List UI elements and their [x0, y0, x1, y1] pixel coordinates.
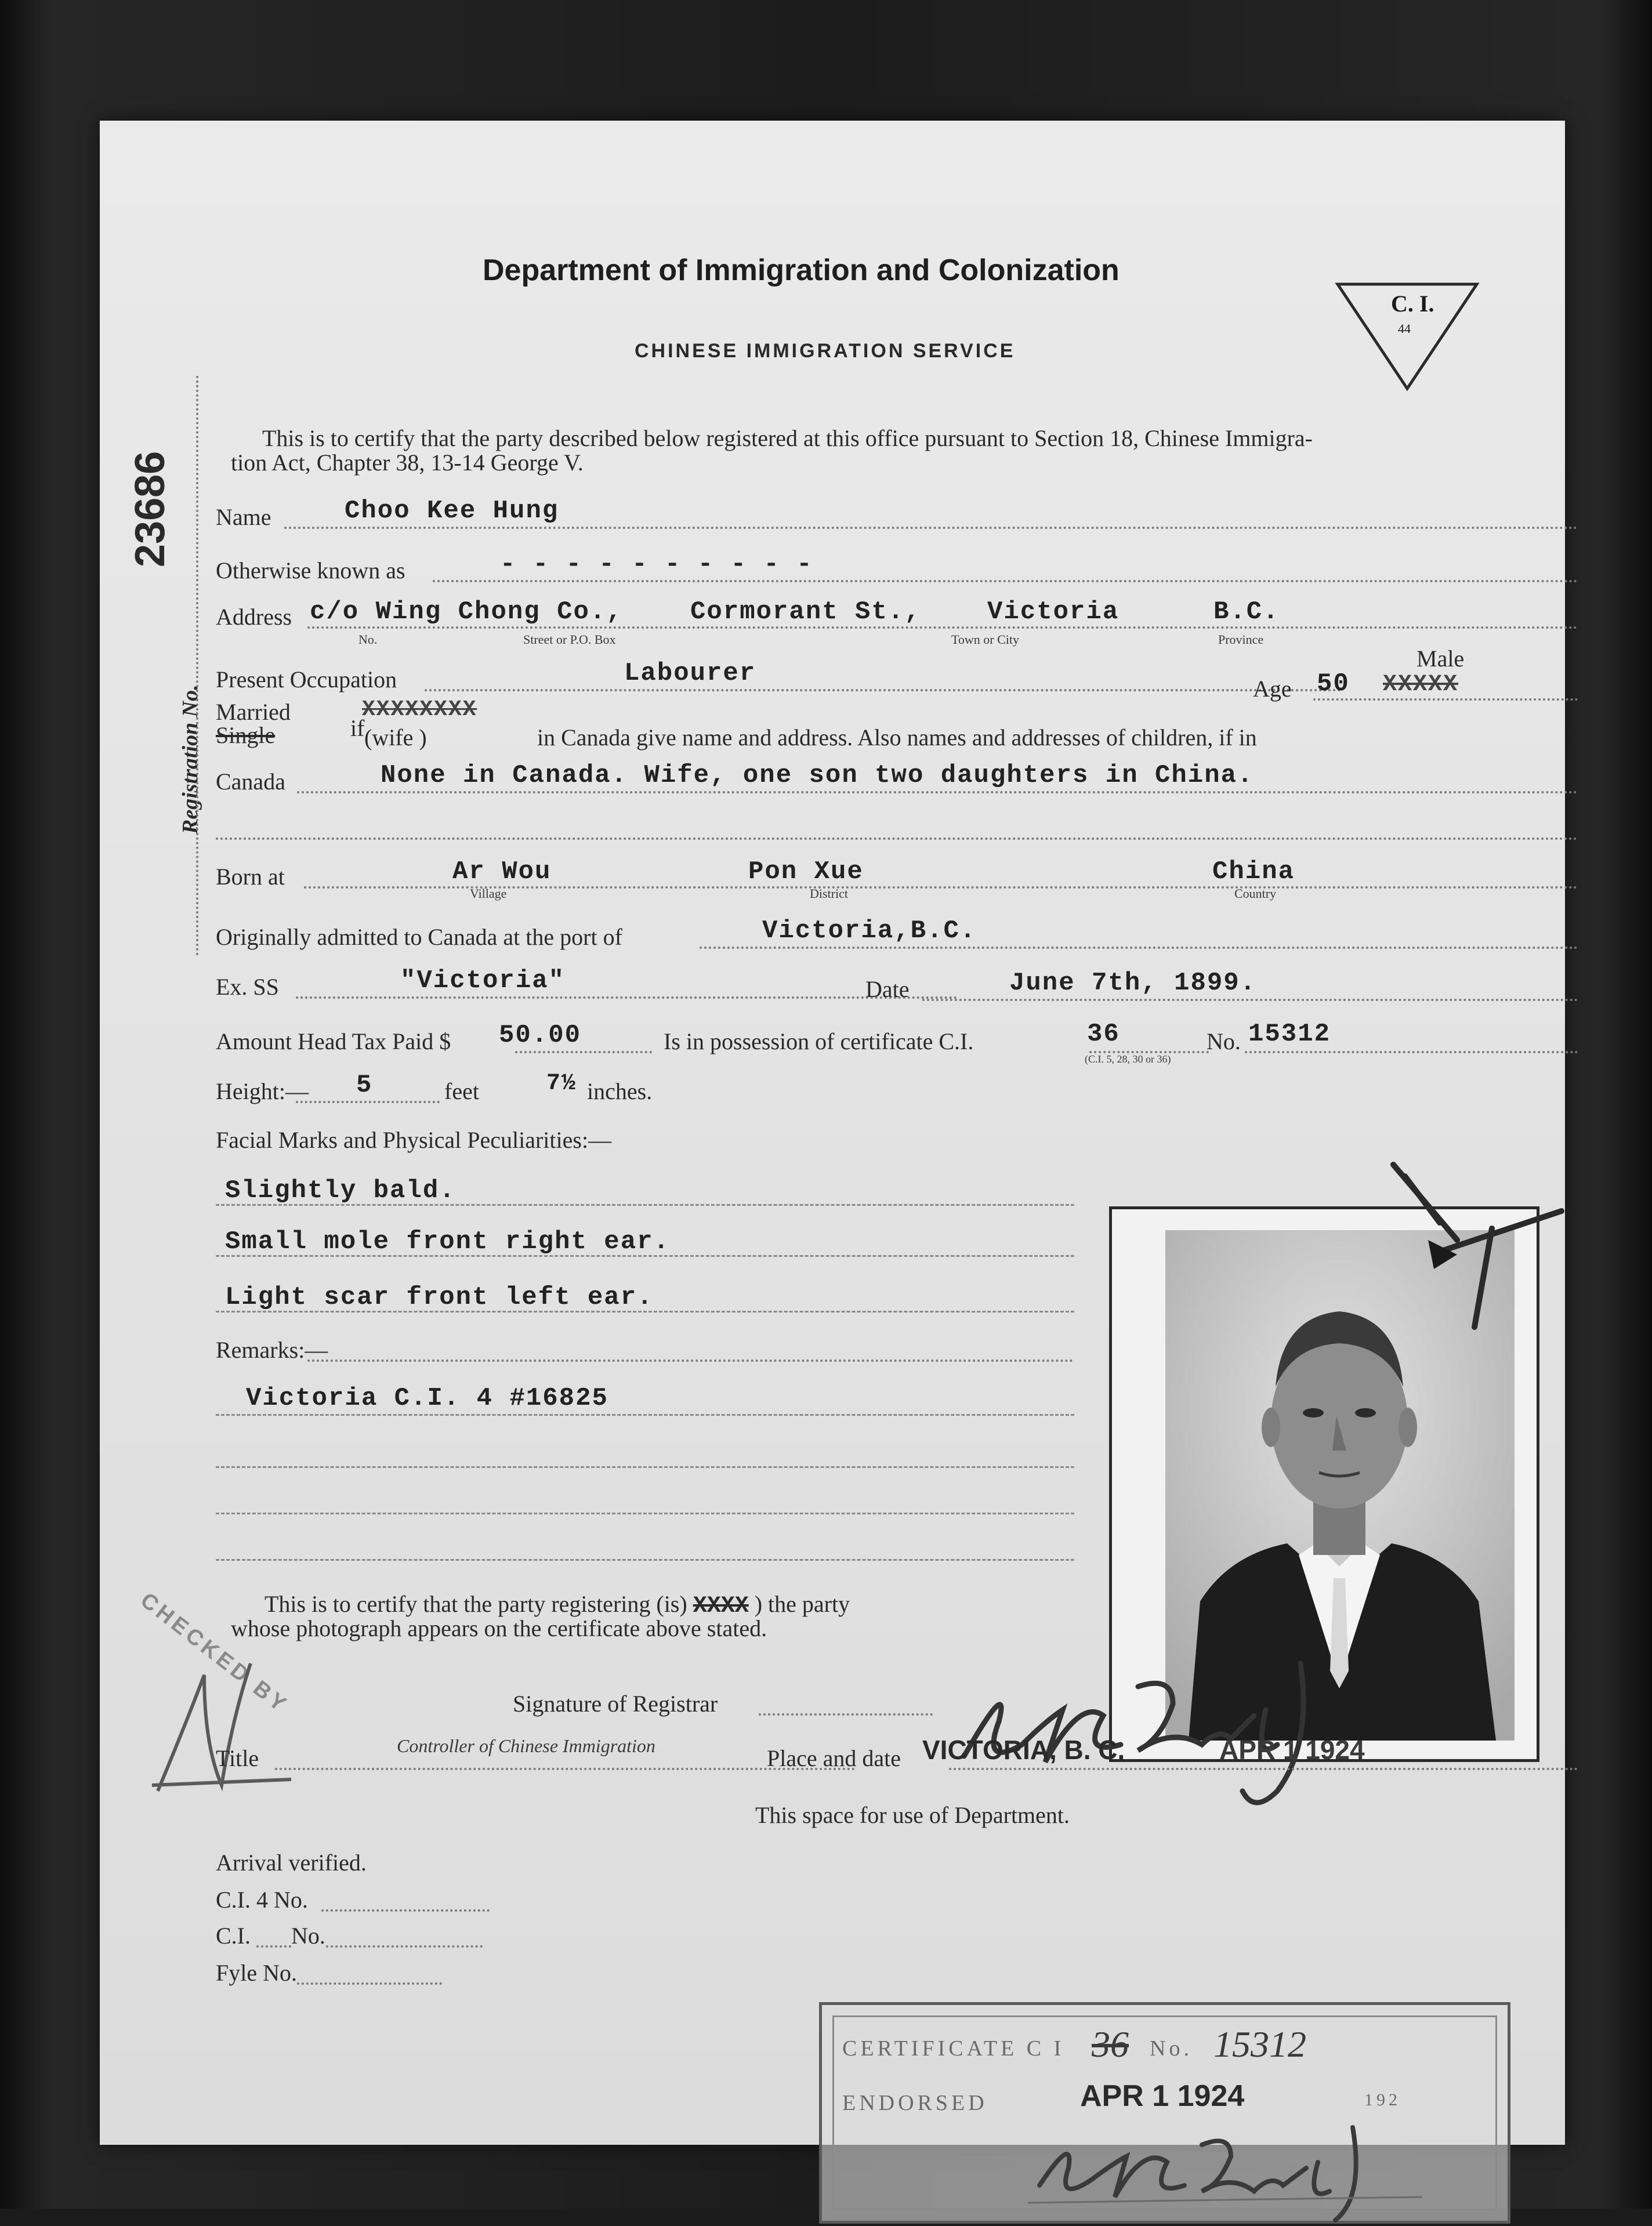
ci-line	[256, 1945, 291, 1948]
sex-struck-value: XXXXX	[1383, 672, 1459, 698]
certificate-no-label: No.	[1207, 1028, 1241, 1054]
ship-line	[296, 996, 957, 999]
department-title: Department of Immigration and Colonization	[483, 253, 1120, 287]
height-feet-line	[296, 1101, 440, 1103]
address-province: B.C.	[1213, 597, 1280, 626]
photo-certify-line1-end: ) the party	[754, 1591, 850, 1617]
no-label: No.	[291, 1923, 325, 1949]
photo-certify-line2: whose photograph appears on the certificate above stated.	[231, 1615, 767, 1641]
alias-line	[433, 580, 1578, 582]
remarks-label: Remarks:—	[216, 1337, 328, 1363]
certify-text-line1: This is to certify that the party described below registered at this office pursuant to Section 18, Chinese Immigra-	[262, 425, 1313, 451]
place-date-label: Place and date	[767, 1745, 901, 1771]
born-country: China	[1212, 857, 1295, 886]
fyle-no-line	[297, 1982, 442, 1985]
family-value: None in Canada. Wife, one son two daughters in China.	[381, 761, 1254, 790]
age-value: 50	[1317, 669, 1350, 698]
registrar-signature	[929, 1640, 1440, 1814]
family-line-1	[297, 791, 1578, 793]
ship-value: "Victoria"	[400, 966, 566, 995]
alias-value: - - - - - - - - - -	[500, 550, 813, 579]
department-space-label: This space for use of Department.	[755, 1802, 1070, 1828]
remarks-value: Victoria C.I. 4 #16825	[246, 1384, 608, 1413]
certificate-no-value: 15312	[1248, 1020, 1331, 1049]
place-value: VICTORIA, B. C.	[922, 1735, 1125, 1765]
remarks-line-0	[307, 1359, 1073, 1362]
facial-line-3	[216, 1311, 1074, 1313]
stamp-year-suffix: 192	[1364, 2090, 1401, 2109]
ci-no-label: C.I.	[216, 1923, 251, 1949]
place-date-line	[949, 1768, 1578, 1770]
address-town-caption: Town or City	[951, 632, 1020, 647]
signature-label: Signature of Registrar	[513, 1691, 718, 1717]
remarks-line-2	[216, 1466, 1074, 1468]
form-badge-number: 44	[1398, 321, 1411, 336]
married-label: Married	[216, 699, 291, 725]
born-village-caption: Village	[470, 886, 507, 901]
certificate-label: Is in possession of certificate C.I.	[664, 1028, 974, 1054]
photo-certify-struck: XXXX	[693, 1593, 749, 1619]
title-label: Title	[216, 1745, 259, 1771]
registration-margin-rule	[196, 376, 198, 956]
spouse-instructions: in Canada give name and address. Also names and addresses of children, if in	[537, 724, 1257, 751]
canada-label: Canada	[216, 768, 285, 795]
arrival-verified-label: Arrival verified.	[216, 1850, 367, 1876]
occupation-line	[425, 689, 1341, 691]
facial-mark-1: Slightly bald.	[225, 1176, 456, 1205]
stamp-endorsed-date: APR 1 1924	[1080, 2079, 1245, 2113]
address-no-caption: No.	[358, 632, 378, 647]
height-inches-label: inches.	[587, 1078, 653, 1104]
remarks-line-4	[216, 1559, 1074, 1561]
title-value: Controller of Chinese Immigration	[397, 1735, 655, 1756]
certificate-card	[100, 121, 1565, 2145]
if-label: if	[350, 715, 365, 741]
height-label: Height:—	[216, 1078, 309, 1104]
date-stamp-value: APR 1 1924	[1219, 1735, 1365, 1765]
address-province-caption: Province	[1218, 632, 1264, 647]
facial-marks-label: Facial Marks and Physical Peculiarities:—	[216, 1127, 612, 1153]
stamp-certificate-label: CERTIFICATE C I	[842, 2036, 1065, 2061]
fyle-no-label: Fyle No.	[216, 1960, 297, 1986]
certificate-ci-value: 36	[1087, 1020, 1120, 1049]
name-line	[284, 527, 1578, 529]
stamp-signature	[1016, 2110, 1434, 2226]
address-street-caption: Street or P.O. Box	[523, 632, 616, 647]
occupation-value: Labourer	[624, 659, 756, 688]
admitted-label: Originally admitted to Canada at the port of	[216, 924, 622, 950]
ship-label: Ex. SS	[216, 974, 279, 1000]
form-badge-code: C. I.	[1391, 291, 1434, 317]
height-feet-value: 5	[356, 1071, 373, 1100]
photo-certify-line1-start: This is to certify that the party registering (is)	[265, 1591, 687, 1617]
admitted-line	[700, 947, 1578, 949]
head-tax-label: Amount Head Tax Paid $	[216, 1028, 451, 1054]
address-label: Address	[216, 604, 292, 630]
single-label: Single	[216, 722, 276, 748]
born-village: Ar Wou	[452, 857, 552, 886]
born-district: Pon Xue	[748, 857, 864, 886]
facial-mark-2: Small mole front right ear.	[225, 1227, 670, 1256]
remarks-line-3	[216, 1513, 1074, 1514]
head-tax-line	[515, 1051, 652, 1053]
facial-line-1	[216, 1204, 1074, 1206]
certificate-no-line	[1245, 1051, 1578, 1053]
name-label: Name	[216, 504, 271, 530]
age-line	[1313, 698, 1578, 701]
alias-label: Otherwise known as	[216, 557, 405, 583]
address-street: Cormorant St.,	[690, 597, 921, 626]
husband-struck: XXXXXXXX	[362, 697, 477, 722]
facial-mark-3: Light scar front left ear.	[225, 1283, 654, 1312]
stamp-endorsed-label: ENDORSED	[842, 2091, 988, 2115]
sex-value: Male	[1416, 646, 1465, 672]
ci4-no-label: C.I. 4 No.	[216, 1887, 308, 1913]
family-line-2	[216, 838, 1578, 840]
head-tax-value: 50.00	[499, 1021, 582, 1050]
born-country-caption: Country	[1234, 886, 1277, 901]
stamp-ci-value: 36	[1092, 2024, 1129, 2065]
no-line	[326, 1945, 483, 1948]
date-line	[922, 999, 1578, 1001]
checked-initials	[135, 1640, 309, 1814]
facial-line-2	[216, 1255, 1074, 1257]
checked-stamp: CHECKED BY	[136, 1588, 294, 1719]
registration-number: 23686	[127, 451, 173, 567]
height-feet-label: feet	[444, 1078, 479, 1104]
name-value: Choo Kee Hung	[345, 496, 559, 525]
signature-line	[759, 1713, 933, 1716]
registration-label: Registration No.	[178, 684, 202, 834]
admitted-value: Victoria,B.C.	[762, 916, 977, 945]
certify-text-line2: tion Act, Chapter 38, 13-14 George V.	[231, 449, 584, 476]
stamp-no-label: No.	[1150, 2036, 1193, 2061]
wife-label: (wife )	[364, 724, 427, 751]
height-inches-value: 7½	[546, 1071, 577, 1097]
date-value: June 7th, 1899.	[1009, 969, 1257, 998]
address-line	[307, 626, 1578, 629]
born-district-caption: District	[810, 886, 848, 901]
born-at-label: Born at	[216, 864, 285, 890]
ci4-no-line	[321, 1909, 490, 1912]
remarks-line-1	[216, 1414, 1074, 1416]
occupation-label: Present Occupation	[216, 666, 397, 693]
address-number: c/o Wing Chong Co.,	[310, 597, 623, 626]
service-title: CHINESE IMMIGRATION SERVICE	[635, 340, 1016, 362]
date-label: Date	[865, 976, 910, 1002]
certificate-caption: (C.I. 5, 28, 30 or 36)	[1085, 1053, 1171, 1065]
stamp-no-value: 15312	[1213, 2024, 1306, 2065]
photo-check-mark	[1341, 1153, 1585, 1350]
age-label: Age	[1253, 676, 1292, 702]
address-town: Victoria	[987, 597, 1120, 626]
